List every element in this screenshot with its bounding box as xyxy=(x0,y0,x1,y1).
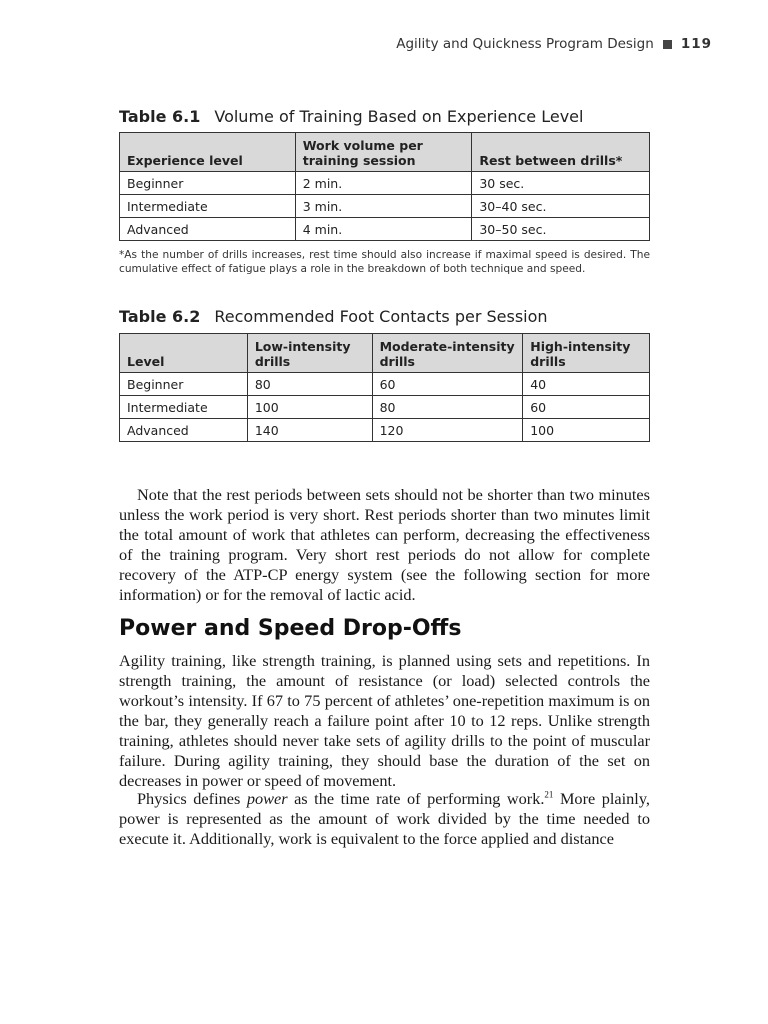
table-row xyxy=(120,396,650,419)
column-header: Experience level xyxy=(120,133,296,172)
table-cell: 40 xyxy=(523,373,650,396)
table-row xyxy=(120,419,650,442)
table-cell: 30 sec. xyxy=(472,172,650,195)
column-header: Level xyxy=(120,334,248,373)
table-row xyxy=(120,373,650,396)
column-header: Work volume per training session xyxy=(295,133,472,172)
text-run: More plainly, power is represented as the amount of work divided by the time needed to execute it. Additionally, work is equivalent to the force applied and distance xyxy=(119,789,650,848)
table-cell: 60 xyxy=(523,396,650,419)
table-6-2 xyxy=(119,333,650,442)
table-row xyxy=(120,195,650,218)
table-header-row xyxy=(120,334,650,373)
table-cell: 80 xyxy=(247,373,372,396)
table-6-1 xyxy=(119,132,650,241)
table-label: Table 6.2 xyxy=(119,307,201,326)
column-header: Moderate-intensity drills xyxy=(372,334,523,373)
body-paragraph: Note that the rest periods between sets should not be shorter than two minutes unless the work period is very short. Rest periods shorter than two minutes limit the total amount of work that athletes can perform, decreasing the effectiveness of the training program. Very short rest periods do not allow for complete recovery of the ATP-CP energy system (see the following section for more information) or for the removal of lactic acid. xyxy=(119,485,650,604)
body-paragraph: Agility training, like strength training, is planned using sets and repetitions. In strength training, the amount of resistance (or load) selected controls the workout’s intensity. If 67 to 75 percent of athletes’ one-repetition maximum is on the bar, they generally reach a failure point after 10 to 12 reps. Unlike strength training, athletes should never take sets of agility drills to the point of muscular failure. During agility training, they should base the duration of the set on decreases in power or speed of movement. xyxy=(119,651,650,790)
square-bullet-icon xyxy=(663,40,672,49)
table-cell: 30–50 sec. xyxy=(472,218,650,241)
table-title: Volume of Training Based on Experience Level xyxy=(214,107,584,126)
table-6-2-caption xyxy=(119,307,548,326)
table-cell: 100 xyxy=(523,419,650,442)
table-row xyxy=(120,172,650,195)
table-cell: Beginner xyxy=(120,373,248,396)
table-header-row xyxy=(120,133,650,172)
table-cell: Advanced xyxy=(120,419,248,442)
table-cell: 4 min. xyxy=(295,218,472,241)
text-run: Physics defines xyxy=(137,789,247,808)
body-paragraph xyxy=(119,789,650,849)
table-label: Table 6.1 xyxy=(119,107,201,126)
reference-superscript: 21 xyxy=(544,789,554,800)
running-title: Agility and Quickness Program Design xyxy=(396,36,654,52)
column-header: High-intensity drills xyxy=(523,334,650,373)
table-footnote: *As the number of drills increases, rest time should also increase if maximal speed is desired. The cumulative effect of fatigue plays a role in the breakdown of both technique and speed. xyxy=(119,249,650,275)
table-cell: 140 xyxy=(247,419,372,442)
section-heading: Power and Speed Drop-Offs xyxy=(119,616,462,641)
table-cell: 80 xyxy=(372,396,523,419)
table-cell: Advanced xyxy=(120,218,296,241)
table-cell: Intermediate xyxy=(120,195,296,218)
table-cell: 60 xyxy=(372,373,523,396)
table-cell: 2 min. xyxy=(295,172,472,195)
table-cell: 30–40 sec. xyxy=(472,195,650,218)
running-header xyxy=(396,36,712,52)
table-cell: Intermediate xyxy=(120,396,248,419)
table-cell: 100 xyxy=(247,396,372,419)
table-row xyxy=(120,218,650,241)
table-cell: Beginner xyxy=(120,172,296,195)
column-header: Low-intensity drills xyxy=(247,334,372,373)
table-cell: 120 xyxy=(372,419,523,442)
table-6-1-caption xyxy=(119,107,583,126)
column-header: Rest between drills* xyxy=(472,133,650,172)
page-number: 119 xyxy=(680,36,712,52)
table-title: Recommended Foot Contacts per Session xyxy=(214,307,548,326)
table-cell: 3 min. xyxy=(295,195,472,218)
text-run: as the time rate of performing work. xyxy=(287,789,545,808)
emphasized-term: power xyxy=(246,789,288,808)
